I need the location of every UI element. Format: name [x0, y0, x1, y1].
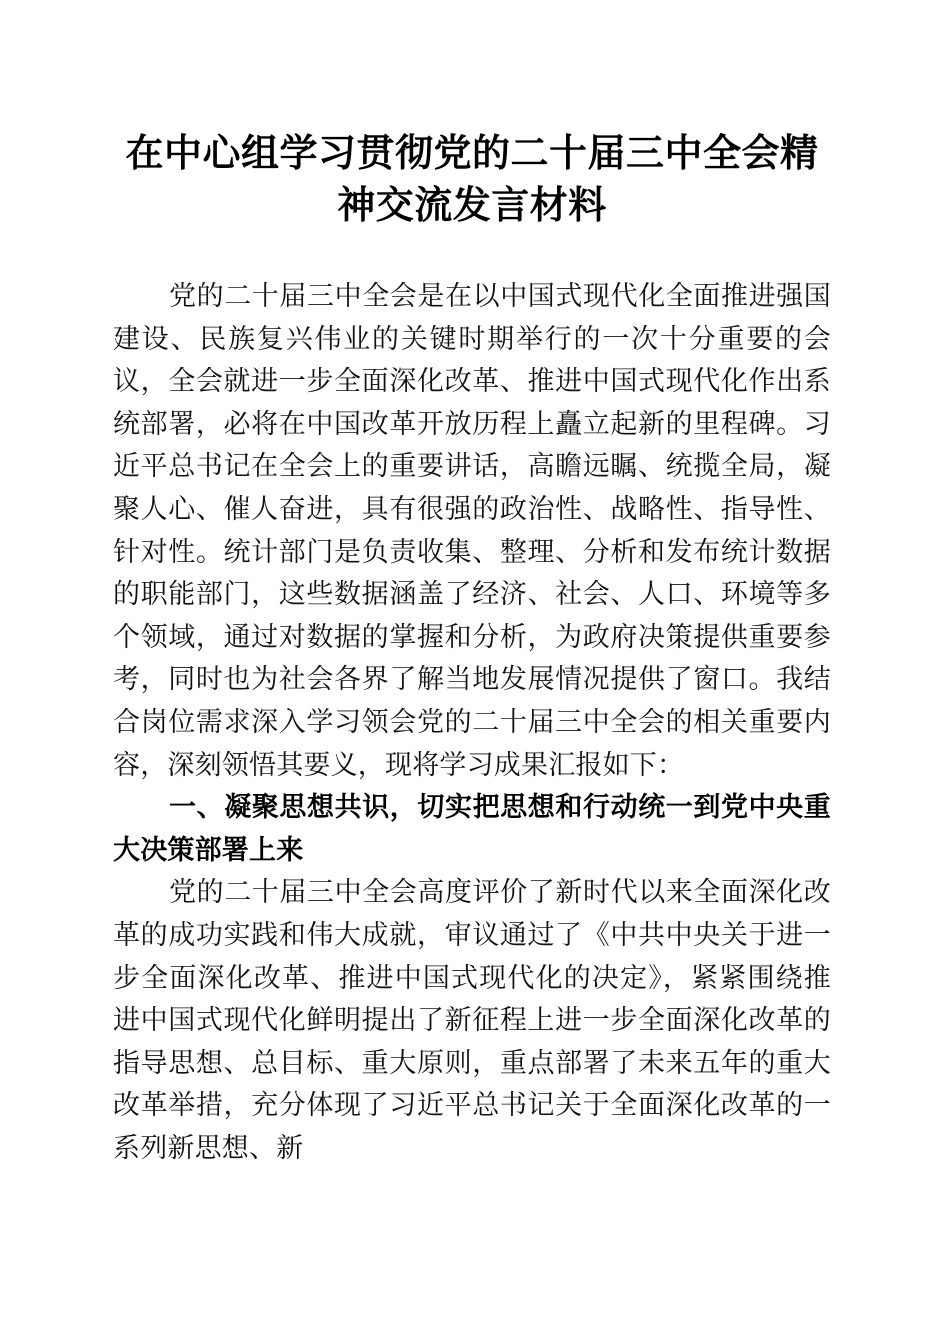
- body-paragraph-1: 党的二十届三中全会是在以中国式现代化全面推进强国建设、民族复兴伟业的关键时期举行的一次十分重要的会议，全会就进一步全面深化改革、推进中国式现代化作出系统部署，必将在中国改革开放历程上矗立起新的里程碑。习近平总书记在全会上的重要讲话，高瞻远瞩、统揽全局，凝聚人心、催人奋进，具有很强的政治性、战略性、指导性、针对性。统计部门是负责收集、整理、分析和发布统计数据的职能部门，这些数据涵盖了经济、社会、人口、环境等多个领域，通过对数据的掌握和分析，为政府决策提供重要参考，同时也为社会各界了解当地发展情况提供了窗口。我结合岗位需求深入学习领会党的二十届三中全会的相关重要内容，深刻领悟其要义，现将学习成果汇报如下：: [113, 281, 831, 781]
- page-title: 在中心组学习贯彻党的二十届三中全会精神交流发言材料: [125, 133, 819, 227]
- body-paragraph-2: 党的二十届三中全会高度评价了新时代以来全面深化改革的成功实践和伟大成就，审议通过了《中共中央关于进一步全面深化改革、推进中国式现代化的决定》，紧紧围绕推进中国式现代化鲜明提出了新征程上进一步全面深化改革的指导思想、总目标、重大原则，重点部署了未来五年的重大改革举措，充分体现了习近平总书记关于全面深化改革的一系列新思想、新: [113, 877, 831, 1164]
- section-heading-1: 一、凝聚思想共识，切实把思想和行动统一到党中央重大决策部署上来: [113, 792, 831, 866]
- document-content: [113, 0, 831, 1170]
